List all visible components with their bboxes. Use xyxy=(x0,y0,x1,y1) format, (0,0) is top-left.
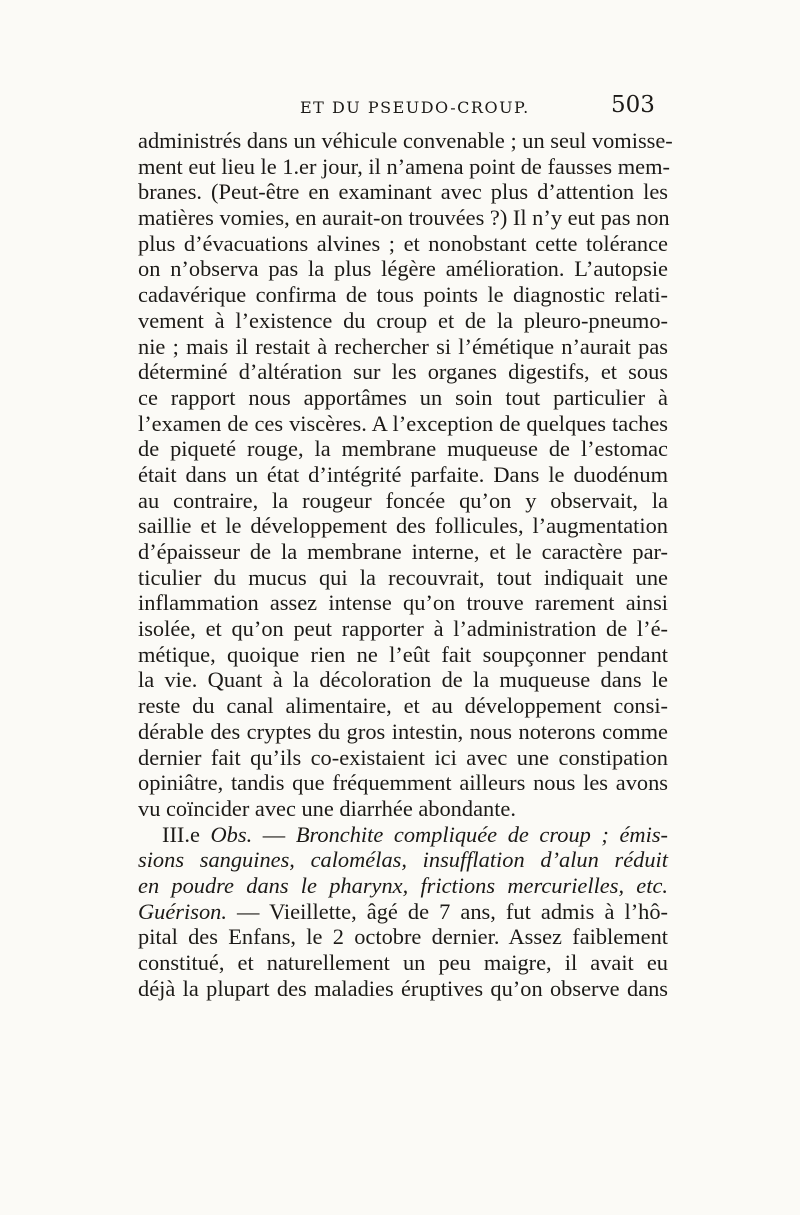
observation-dash: — xyxy=(252,821,296,847)
text-line: ce rapport nous apportâmes un soin tout particulier à xyxy=(138,384,668,410)
text-line: cadavérique confirma de tous points le diagnostic relati- xyxy=(138,282,668,308)
text-line: reste du canal alimentaire, et au développement consi- xyxy=(138,693,668,719)
running-title: ET DU PSEUDO-CROUP. xyxy=(300,98,530,117)
text-line: saillie et le développement des follicules, l’augmentation xyxy=(138,513,668,539)
text-line: constitué, et naturellement un peu maigre, il avait eu xyxy=(138,950,668,975)
observation-title: Bronchite compliquée de croup ; émis- xyxy=(295,821,668,847)
page-number: 503 xyxy=(611,92,655,118)
text-line: plus d’évacuations alvines ; et nonobstant cette tolérance xyxy=(138,230,668,256)
observation-title-line: sions sanguines, calomélas, insufflation d’alun réduit xyxy=(138,847,668,873)
text-line: dernier fait qu’ils co-existaient ici avec une constipation xyxy=(138,744,668,770)
text-line: isolée, et qu’on peut rapporter à l’administration de l’é- xyxy=(138,616,668,642)
text-line: inflammation assez intense qu’on trouve rarement ainsi xyxy=(138,590,668,616)
text-line: dérable des cryptes du gros intestin, nous noterons comme xyxy=(138,718,668,744)
observation-number: III.e xyxy=(162,821,200,847)
text-line: matières vomies, en aurait-on trouvées ?) Il n’y eut pas non xyxy=(138,205,670,231)
body-text xyxy=(138,128,673,1001)
observation-title-line xyxy=(138,899,668,925)
text-line: la vie. Quant à la décoloration de la muqueuse dans le xyxy=(138,667,668,693)
text-line: déterminé d’altération sur les organes digestifs, et sous xyxy=(138,359,668,385)
text-line: vu coïncider avec une diarrhée abondante. xyxy=(138,795,516,821)
text-line: opiniâtre, tandis que fréquemment ailleurs nous les avons xyxy=(138,770,668,796)
observation-label: Obs. xyxy=(210,821,253,847)
text-line: d’épaisseur de la membrane interne, et le caractère par- xyxy=(138,539,668,564)
text-line: l’examen de ces viscères. A l’exception de quelques taches xyxy=(138,410,668,436)
text-line: de piqueté rouge, la membrane muqueuse de l’estomac xyxy=(138,436,668,462)
text-line: branes. (Peut-être en examinant avec plus d’attention les xyxy=(138,179,668,205)
text-line: pital des Enfans, le 2 octobre dernier. Assez faiblement xyxy=(138,924,668,950)
text-line: déjà la plupart des maladies éruptives qu’on observe dans xyxy=(138,975,668,1001)
observation-heading xyxy=(138,822,668,848)
text-line: nie ; mais il restait à rechercher si l’émétique n’aurait pas xyxy=(138,333,668,359)
text-line: était dans un état d’intégrité parfaite. Dans le duodénum xyxy=(138,461,668,487)
text-line: administrés dans un véhicule convenable ; un seul vomisse- xyxy=(138,128,673,153)
text-line: ment eut lieu le 1.er jour, il n’amena point de fausses mem- xyxy=(138,153,670,179)
text-line: au contraire, la rougeur foncée qu’on y observait, la xyxy=(138,487,668,513)
observation-outcome: Guérison. xyxy=(138,898,227,924)
observation-start: — Vieillette, âgé de 7 ans, fut admis à l’hô- xyxy=(226,898,668,924)
text-line: ticulier du mucus qui la recouvrait, tout indiquait une xyxy=(138,564,668,590)
observation-title-line: en poudre dans le pharynx, frictions mercurielles, etc. xyxy=(138,872,668,898)
text-line: vement à l’existence du croup et de la pleuro-pneumo- xyxy=(138,307,668,333)
text-line: on n’observa pas la plus légère amélioration. L’autopsie xyxy=(138,256,668,282)
text-line: métique, quoique rien ne l’eût fait soupçonner pendant xyxy=(138,641,668,667)
